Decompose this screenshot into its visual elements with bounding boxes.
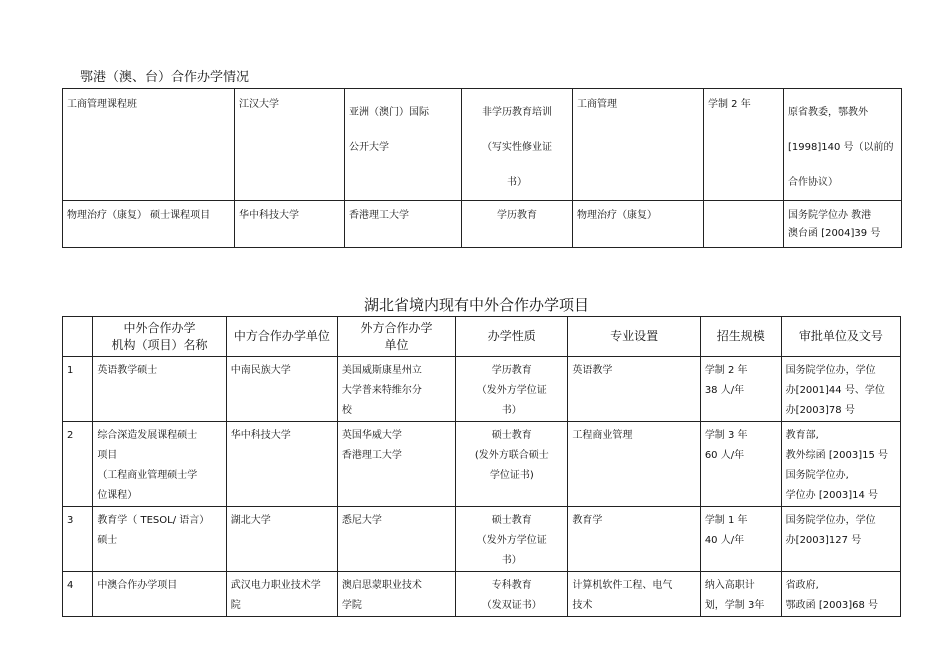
sino-foreign-cooperation-table: [62, 316, 901, 617]
domestic-partner-cell: 中南民族大学: [226, 357, 337, 422]
header-domestic: 中方合作办学单位: [226, 317, 337, 357]
program-name-cell: 综合深造发展课程硕士 项目 （工程商业管理硕士学 位课程）: [93, 422, 226, 507]
scale-cell: 学制 3 年 60 人/年: [700, 422, 781, 507]
major-cell: 工程商业管理: [568, 422, 700, 507]
major-cell: 工商管理: [573, 89, 704, 201]
domestic-partner-cell: 湖北大学: [226, 507, 337, 572]
foreign-partner-cell: 亚洲（澳门）国际 公开大学: [345, 89, 462, 201]
section2-title: 湖北省境内现有中外合作办学项目: [364, 296, 590, 314]
row-num-cell: 4: [63, 572, 93, 617]
domestic-partner-cell: 华中科技大学: [226, 422, 337, 507]
nature-cell: 硕士教育 (发外方联合硕士 学位证书): [456, 422, 568, 507]
foreign-partner-cell: 英国华威大学 香港理工大学: [337, 422, 455, 507]
table-row: [63, 201, 902, 248]
domestic-partner-cell: 武汉电力职业技术学 院: [226, 572, 337, 617]
program-name-cell: 教育学（ TESOL/ 语言） 硕士: [93, 507, 226, 572]
row-num-cell: 1: [63, 357, 93, 422]
header-name: 中外合作办学 机构（项目）名称: [93, 317, 226, 357]
major-cell: 物理治疗（康复）: [573, 201, 704, 248]
foreign-partner-cell: 美国威斯康星州立 大学普来特维尔分 校: [337, 357, 455, 422]
section1-title: 鄂港（澳、台）合作办学情况: [80, 70, 250, 85]
approval-cell: 省政府, 鄂政函 [2003]68 号: [781, 572, 900, 617]
scale-cell: 学制 1 年 40 人/年: [700, 507, 781, 572]
program-name-cell: 英语教学硕士: [93, 357, 226, 422]
scale-cell: [704, 201, 784, 248]
nature-cell: 专科教育 （发双证书）: [456, 572, 568, 617]
table-row: [63, 357, 901, 422]
header-scale: 招生规模: [700, 317, 781, 357]
header-nature: 办学性质: [456, 317, 568, 357]
domestic-partner-cell: 华中科技大学: [235, 201, 345, 248]
domestic-partner-cell: 江汉大学: [235, 89, 345, 201]
header-num: [63, 317, 93, 357]
nature-cell: 学历教育: [462, 201, 573, 248]
approval-cell: 国务院学位办 教港 澳台函 [2004]39 号: [784, 201, 902, 248]
program-name-cell: 中澳合作办学项目: [93, 572, 226, 617]
table-row: [63, 572, 901, 617]
table-row: [63, 89, 902, 201]
foreign-partner-cell: 澳启思蒙职业技术 学院: [337, 572, 455, 617]
header-approval: 审批单位及文号: [781, 317, 900, 357]
scale-cell: 学制 2 年: [704, 89, 784, 201]
program-name-cell: 物理治疗（康复） 硕士课程项目: [63, 201, 235, 248]
header-foreign: 外方合作办学 单位: [337, 317, 455, 357]
nature-cell: 学历教育 （发外方学位证 书）: [456, 357, 568, 422]
major-cell: 英语教学: [568, 357, 700, 422]
hk-macau-taiwan-cooperation-table: [62, 88, 902, 248]
program-name-cell: 工商管理课程班: [63, 89, 235, 201]
approval-cell: 国务院学位办，学位 办[2001]44 号、学位 办[2003]78 号: [781, 357, 900, 422]
header-major: 专业设置: [568, 317, 700, 357]
scale-cell: 纳入高职计 划，学制 3年: [700, 572, 781, 617]
table-row: [63, 507, 901, 572]
major-cell: 教育学: [568, 507, 700, 572]
table-row: [63, 422, 901, 507]
major-cell: 计算机软件工程、电气 技术: [568, 572, 700, 617]
nature-cell: 非学历教育培训 （写实性修业证 书）: [462, 89, 573, 201]
row-num-cell: 3: [63, 507, 93, 572]
table-header-row: [63, 317, 901, 357]
row-num-cell: 2: [63, 422, 93, 507]
approval-cell: 原省教委，鄂教外 [1998]140 号（以前的 合作协议）: [784, 89, 902, 201]
foreign-partner-cell: 悉尼大学: [337, 507, 455, 572]
approval-cell: 国务院学位办，学位 办[2003]127 号: [781, 507, 900, 572]
nature-cell: 硕士教育 （发外方学位证 书）: [456, 507, 568, 572]
scale-cell: 学制 2 年 38 人/年: [700, 357, 781, 422]
foreign-partner-cell: 香港理工大学: [345, 201, 462, 248]
approval-cell: 教育部, 教外综函 [2003]15 号 国务院学位办, 学位办 [2003]14 号: [781, 422, 900, 507]
